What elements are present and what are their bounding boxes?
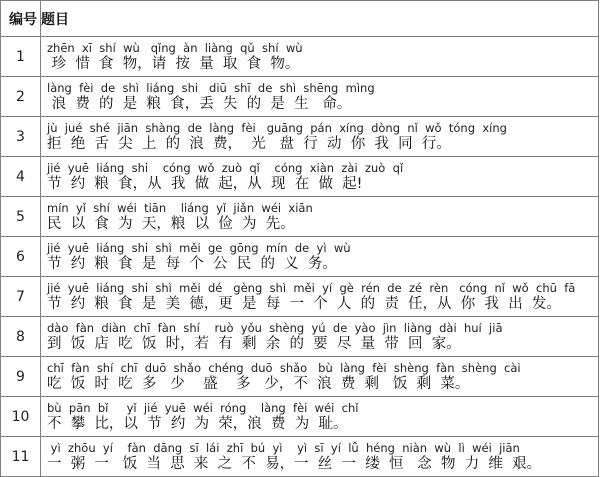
table-row: [1, 397, 599, 437]
pinyin-line: bù pān bǐ yǐ jié yuē wéi róng làng fèi wéi chǐ: [47, 400, 359, 415]
hanzi-line: 拒 绝 舌 尖 上 的 浪 费， 光 盘 行 动 你 我 同 行。: [47, 135, 451, 152]
pinyin-line: jié yuē liáng shi shì měi dé gèng shì měi yí gè rén de zé rèn cóng nǐ wǒ chū fā: [47, 280, 576, 295]
row-title: [41, 237, 599, 277]
table-row: [1, 77, 599, 117]
hanzi-line: 节 约 粮 食 是 美 德，更 是 每 一 个 人 的 责 任，从 你 我 出 发。: [47, 295, 561, 312]
table-row: [1, 357, 599, 397]
hanzi-line: 节 约 粮 食 是 每 个 公 民 的 义 务。: [47, 255, 337, 272]
table-row: [1, 437, 599, 477]
hanzi-line: 不 攀 比，以 节 约 为 荣，浪 费 为 耻。: [47, 415, 348, 432]
table-row: [1, 317, 599, 357]
hanzi-line: 吃 饭 时 吃 多 少 盛 多 少，不 浪 费 剩 饭 剩 菜。: [47, 375, 470, 392]
row-title: [41, 397, 599, 437]
table-row: [1, 197, 599, 237]
row-title: [41, 117, 599, 157]
row-number: 1: [1, 37, 41, 77]
table-row: [1, 117, 599, 157]
table-row: [1, 277, 599, 317]
row-number: 8: [1, 317, 41, 357]
pinyin-line: jié yuē liáng shi shì měi ge gōng mín de yì wù: [47, 240, 351, 255]
row-title: [41, 317, 599, 357]
row-number: 3: [1, 117, 41, 157]
pinyin-line: làng fèi de shì liáng shi diū shī de shì shēng mìng: [47, 80, 375, 95]
table-row: [1, 237, 599, 277]
row-title: [41, 277, 599, 317]
row-title: [41, 77, 599, 117]
row-number: 6: [1, 237, 41, 277]
row-title: [41, 357, 599, 397]
row-number: 4: [1, 157, 41, 197]
row-title: [41, 157, 599, 197]
row-number: 2: [1, 77, 41, 117]
table-header-row: [1, 1, 599, 37]
hanzi-line: 到 饭 店 吃 饭 时，若 有 剩 余 的 要 尽 量 带 回 家。: [47, 335, 461, 352]
row-title: [41, 197, 599, 237]
table-row: [1, 157, 599, 197]
hanzi-line: 浪 费 的 是 粮 食，丢 失 的 是 生 命。: [47, 95, 352, 112]
row-number: 9: [1, 357, 41, 397]
pinyin-line: chī fàn shí chī duō shǎo chéng duō shǎo bù làng fèi shèng fàn shèng cài: [47, 360, 521, 375]
hanzi-line: 节 约 粮 食，从 我 做 起，从 现 在 做 起!: [47, 175, 363, 192]
hanzi-line: 珍 惜 食 物，请 按 量 取 食 物。: [47, 55, 300, 72]
pinyin-line: jié yuē liáng shi cóng wǒ zuò qǐ cóng xiàn zài zuò qǐ: [47, 160, 404, 175]
row-title: [41, 37, 599, 77]
pinyin-line: jù jué shé jiān shàng de làng fèi guāng pán xíng dòng nǐ wǒ tóng xíng: [47, 120, 507, 135]
hanzi-line: 一 粥 一 饭 当 思 来 之 不 易，一 丝 一 缕 恒 念 物 力 维 艰。: [47, 455, 542, 472]
table-row: [1, 37, 599, 77]
number-column-header: 编号: [1, 1, 41, 37]
title-column-header: 题目: [41, 1, 599, 37]
row-number: 11: [1, 437, 41, 477]
row-number: 10: [1, 397, 41, 437]
hanzi-line: 民 以 食 为 天，粮 以 俭 为 先。: [47, 215, 295, 232]
pinyin-line: dào fàn diàn chī fàn shí ruò yǒu shèng yú de yào jìn liàng dài huí jiā: [47, 320, 503, 335]
row-number: 5: [1, 197, 41, 237]
row-number: 7: [1, 277, 41, 317]
pinyin-line: mín yǐ shí wéi tiān liáng yǐ jiǎn wéi xiān: [47, 200, 313, 215]
row-title: [41, 437, 599, 477]
pinyin-line: zhēn xī shí wù qǐng àn liàng qǔ shí wù: [47, 40, 303, 55]
pinyin-line: yì zhōu yí fàn dāng sī lái zhī bú yì yì sī yí lǚ héng niàn wù lì wéi jiān: [47, 440, 520, 455]
